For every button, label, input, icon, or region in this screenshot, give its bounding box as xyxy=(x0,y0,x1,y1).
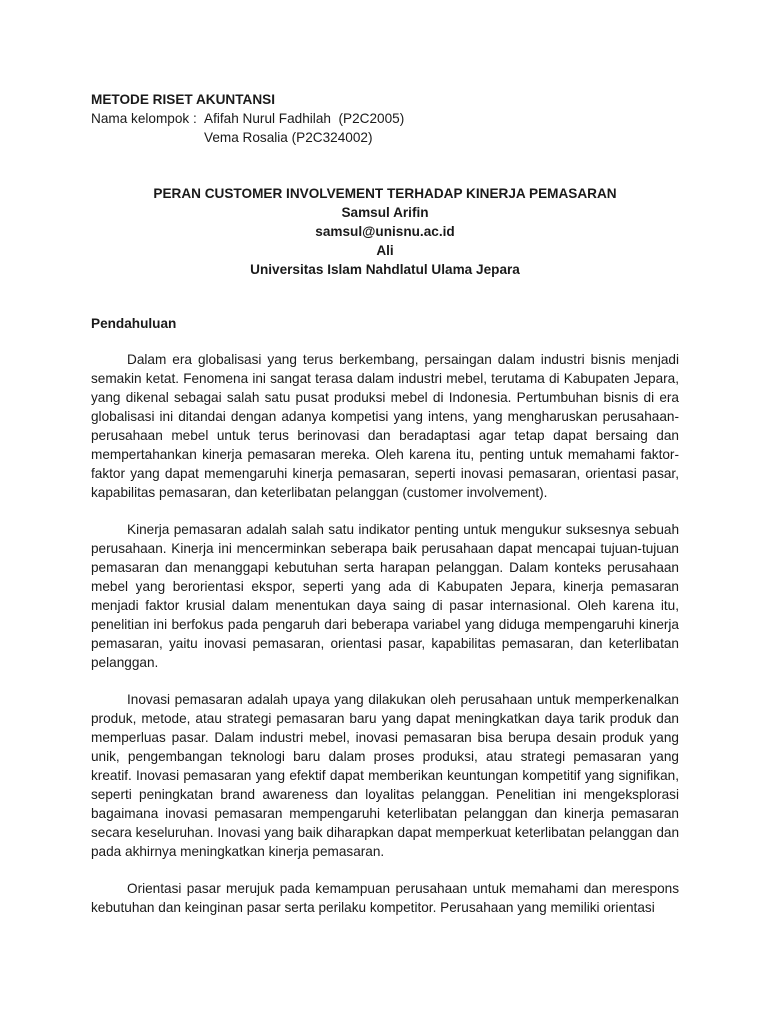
group-member-row xyxy=(91,109,679,128)
course-title: METODE RISET AKUNTANSI xyxy=(91,92,276,107)
spacer xyxy=(91,147,679,184)
paragraph: Kinerja pemasaran adalah salah satu indikator penting untuk mengukur suksesnya sebuah perusahaan. Kinerja ini mencerminkan seberapa baik perusahaan dapat mencapai tujuan-tujuan pemasaran dan menanggapi kebutuhan serta harapan pelanggan. Dalam konteks perusahaan mebel yang berorientasi ekspor, seperti yang ada di Kabupaten Jepara, kinerja pemasaran menjadi faktor krusial dalam menentukan daya saing di pasar internasional. Oleh karena itu, penelitian ini berfokus pada pengaruh dari beberapa variabel yang diduga mempengaruhi kinerja pemasaran, yaitu inovasi pemasaran, orientasi pasar, kapabilitas pemasaran, dan keterlibatan pelanggan. xyxy=(91,522,679,670)
spacer xyxy=(91,502,679,520)
author-name: Samsul Arifin xyxy=(341,205,429,220)
spacer xyxy=(91,279,679,314)
author-name: Ali xyxy=(376,243,394,258)
spacer xyxy=(91,861,679,879)
spacer xyxy=(91,672,679,690)
author-email: samsul@unisnu.ac.id xyxy=(315,224,455,239)
group-member-name: Afifah Nurul Fadhilah (P2C2005) xyxy=(204,111,405,126)
paragraph: Inovasi pemasaran adalah upaya yang dilakukan oleh perusahaan untuk memperkenalkan produk, metode, atau strategi pemasaran baru yang dapat meningkatkan daya tarik produk dan memperluas pasar. Dalam industri mebel, inovasi pemasaran bisa berupa desain produk yang unik, pengembangan teknologi baru dalam proses produksi, atau strategi pemasaran yang kreatif. Inovasi pemasaran yang efektif dapat memberikan keuntungan kompetitif yang signifikan, seperti peningkatan brand awareness dan loyalitas pelanggan. Penelitian ini mengeksplorasi bagaimana inovasi pemasaran mempengaruhi keterlibatan pelanggan dan kinerja pemasaran secara keseluruhan. Inovasi yang baik diharapkan dapat memperkuat keterlibatan pelanggan dan pada akhirnya meningkatkan kinerja pemasaran. xyxy=(91,692,679,859)
group-member-name: Vema Rosalia (P2C324002) xyxy=(204,130,373,145)
paper-header xyxy=(91,184,679,279)
paragraph: Orientasi pasar merujuk pada kemampuan perusahaan untuk memahami dan merespons kebutuhan dan keinginan pasar serta perilaku kompetitor. Perusahaan yang memiliki orientasi xyxy=(91,881,679,915)
group-member-row xyxy=(91,128,679,147)
section-heading: Pendahuluan xyxy=(91,316,177,331)
institution: Universitas Islam Nahdlatul Ulama Jepara xyxy=(250,262,520,277)
paper-title: PERAN CUSTOMER INVOLVEMENT TERHADAP KINERJA PEMASARAN xyxy=(153,186,617,201)
group-label-spacer xyxy=(91,128,204,147)
document-page xyxy=(91,90,679,917)
group-label: Nama kelompok : xyxy=(91,111,197,126)
paragraph: Dalam era globalisasi yang terus berkembang, persaingan dalam industri bisnis menjadi semakin ketat. Fenomena ini sangat terasa dalam industri mebel, terutama di Kabupaten Jepara, yang dikenal sebagai salah satu pusat produksi mebel di Indonesia. Pertumbuhan bisnis di era globalisasi ini ditandai dengan adanya kompetisi yang intens, yang mengharuskan perusahaan-perusahaan mebel untuk terus berinovasi dan beradaptasi agar tetap dapat bersaing dan mempertahankan kinerja pemasaran mereka. Oleh karena itu, penting untuk memahami faktor-faktor yang dapat memengaruhi kinerja pemasaran, seperti inovasi pemasaran, orientasi pasar, kapabilitas pemasaran, dan keterlibatan pelanggan (customer involvement). xyxy=(91,352,679,500)
spacer xyxy=(91,333,679,350)
